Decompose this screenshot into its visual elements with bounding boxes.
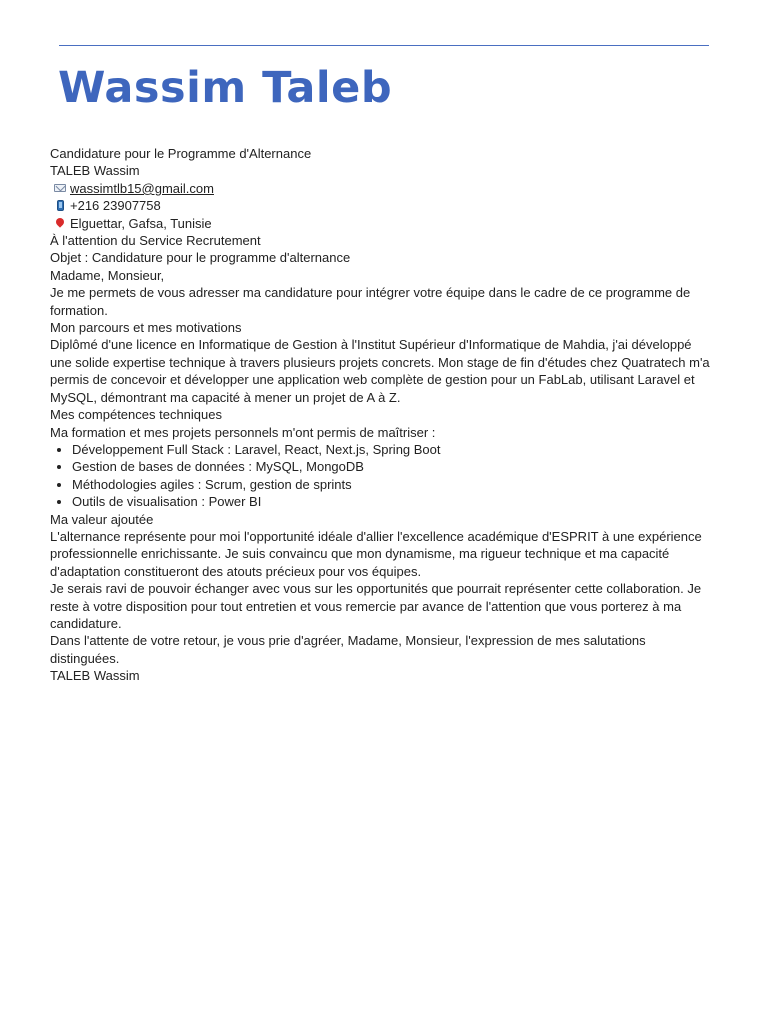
- cover-letter-body: [50, 145, 710, 685]
- contact-phone-line: [50, 197, 710, 214]
- closing-formula: Dans l'attente de votre retour, je vous prie d'agréer, Madame, Monsieur, l'expression de mes salutations distinguées.: [50, 633, 646, 666]
- valeur-paragraph: L'alternance représente pour moi l'opportunité idéale d'allier l'excellence académique d'ESPRIT à une expérience professionnelle enrichissante. Je suis convaincu que mon dynamisme, ma rigueur technique et ma capacité d'adaptation constitueront des atouts précieux pour vos équipes.: [50, 528, 702, 579]
- parcours-paragraph: Diplômé d'une licence en Informatique de Gestion à l'Institut Supérieur d'Informatique de Mahdia, j'ai développé une solide expertise technique à travers plusieurs projets concrets. Mon stage de fin d'études chez Quatratech m'a permis de concevoir et développer une application web complète de gestion pour un FabLab, utilisant Laravel et MySQL, démontrant ma capacité à mener un projet de A à Z.: [50, 337, 710, 405]
- attention-line: À l'attention du Service Recrutement: [50, 233, 261, 249]
- letter-subject-line: Candidature pour le Programme d'Alternance: [50, 146, 312, 161]
- skill-item: • Méthodologies agiles : Scrum, gestion de sprints: [72, 476, 710, 493]
- sender-name: TALEB Wassim: [50, 163, 140, 179]
- skills-list: [50, 441, 710, 511]
- section-heading-parcours: Mon parcours et mes motivations: [50, 320, 242, 336]
- section-heading-valeur: Ma valeur ajoutée: [50, 511, 154, 527]
- phone-number: +216 23907758: [70, 198, 161, 214]
- object-line: Objet : Candidature pour le programme d'alternance: [50, 250, 351, 266]
- pin-icon: [53, 215, 67, 232]
- competences-intro: Ma formation et mes projets personnels m'ont permis de maîtriser :: [50, 424, 436, 440]
- skill-item: • Gestion de bases de données : MySQL, MongoDB: [72, 458, 710, 475]
- page-title: Wassim Taleb: [58, 63, 393, 113]
- salutation: Madame, Monsieur,: [50, 267, 165, 283]
- intro-paragraph: Je me permets de vous adresser ma candidature pour intégrer votre équipe dans le cadre de ce programme de formation.: [50, 285, 691, 318]
- header-divider: [59, 45, 709, 46]
- contact-email-line: [50, 180, 710, 197]
- closing-paragraph: Je serais ravi de pouvoir échanger avec vous sur les opportunités que pourrait représenter cette collaboration. Je reste à votre disposition pour tout entretien et vous remercie par avance de l'attention que vous porterez à ma candidature.: [50, 581, 702, 631]
- contact-location-line: [50, 215, 710, 232]
- skill-item: • Développement Full Stack : Laravel, React, Next.js, Spring Boot: [72, 441, 710, 458]
- skill-item: • Outils de visualisation : Power BI: [72, 493, 710, 510]
- mobile-phone-icon: [53, 197, 67, 214]
- signature: TALEB Wassim: [50, 668, 140, 684]
- email-link[interactable]: wassimtlb15@gmail.com: [70, 180, 214, 196]
- section-heading-competences: Mes compétences techniques: [50, 407, 222, 423]
- envelope-icon: [53, 180, 67, 197]
- location-text: Elguettar, Gafsa, Tunisie: [70, 215, 212, 231]
